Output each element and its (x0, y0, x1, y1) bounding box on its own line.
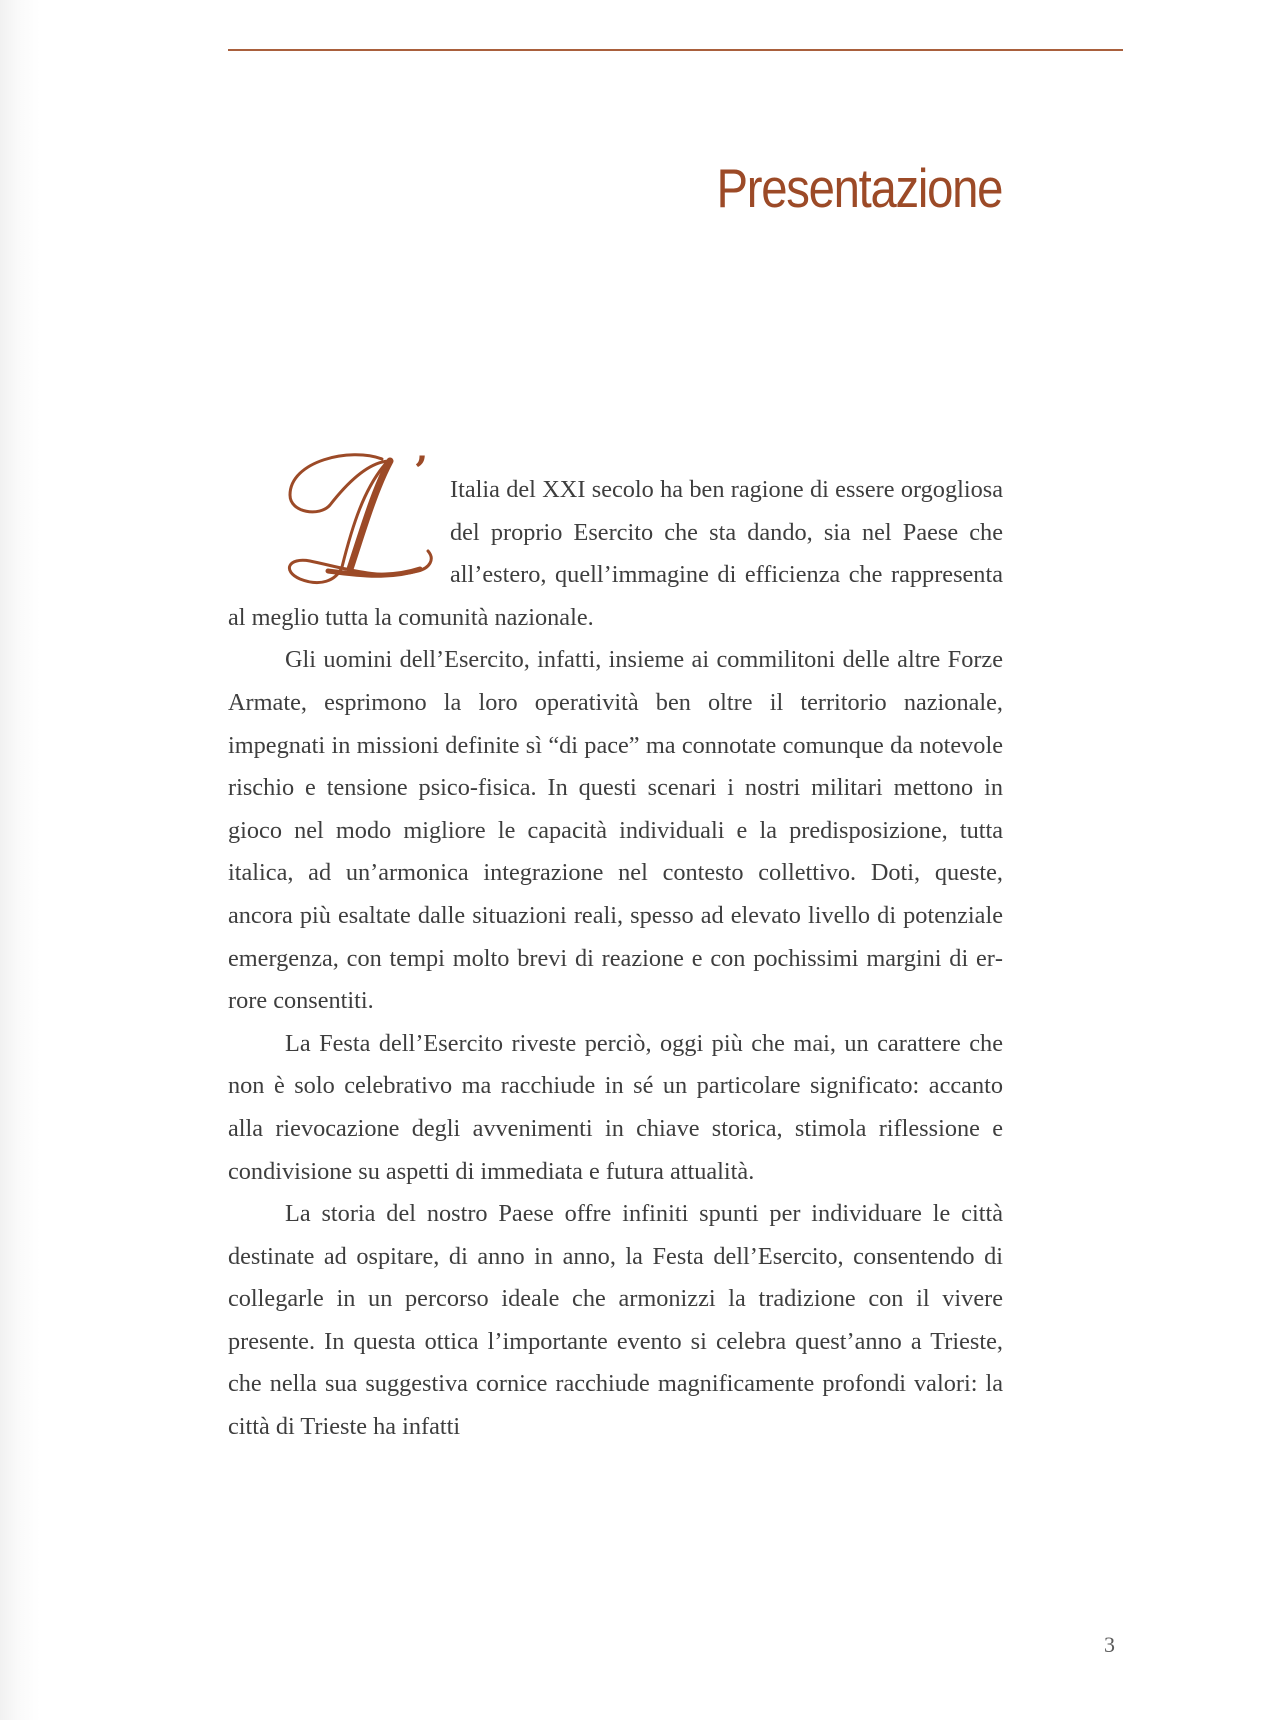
page-title: Presentazione (716, 157, 1002, 219)
drop-cap-letter (0, 0, 1, 1)
paragraph: Gli uomini dell’Esercito, infatti, insieme ai commilitoni delle altre Forze Armate, esprimono la loro operatività ben oltre il territorio nazionale, impegnati in missioni definite sì “di pace” ma connotate comunque da notevole rischio e tensione psico-fisica. In questi scenari i nostri militari mettono in gioco nel modo migliore le capacità individuali e la predisposizione, tutta italica, ad un’armonica integrazione nel contesto collettivo. Doti, queste, ancora più esaltate dalle situazioni reali, spesso ad elevato livello di potenziale emergenza, con tempi molto brevi di reazione e con pochissimi margini di errore consentiti. (228, 646, 1003, 1015)
page-number: 3 (1104, 1632, 1115, 1657)
paragraph: La storia del nostro Paese offre infiniti spunti per individuare le città destinate ad ospitare, di anno in anno, la Festa dell’Esercito, consentendo di collegarle in un percorso ideale che armonizzi la tradizione con il vivere presente. In questa ottica l’importante evento si celebra quest’anno a Trieste, che nella sua suggestiva cornice racchiude magnificamente profondi valori: la città di Trieste ha infatti (228, 1200, 1003, 1441)
paragraph: La Festa dell’Esercito riveste perciò, oggi più che mai, un carattere che non è solo celebrativo ma racchiude in sé un particolare significato: accanto alla rievocazione degli avvenimenti in chiave storica, stimola riflessione e condivisione su aspetti di immediata e futura attualità. (228, 1029, 1003, 1185)
body-text (228, 469, 1003, 1449)
drop-cap-apostrophe: ’ (414, 448, 428, 495)
paragraph: Italia del XXI secolo ha ben ragione di essere orgogliosa del proprio Esercito che sta dando, sia nel Paese che all’estero, quell’immagine di efficienza che rappresenta al meglio tutta la comunità nazionale. (228, 476, 1003, 631)
header-rule (228, 49, 1123, 51)
